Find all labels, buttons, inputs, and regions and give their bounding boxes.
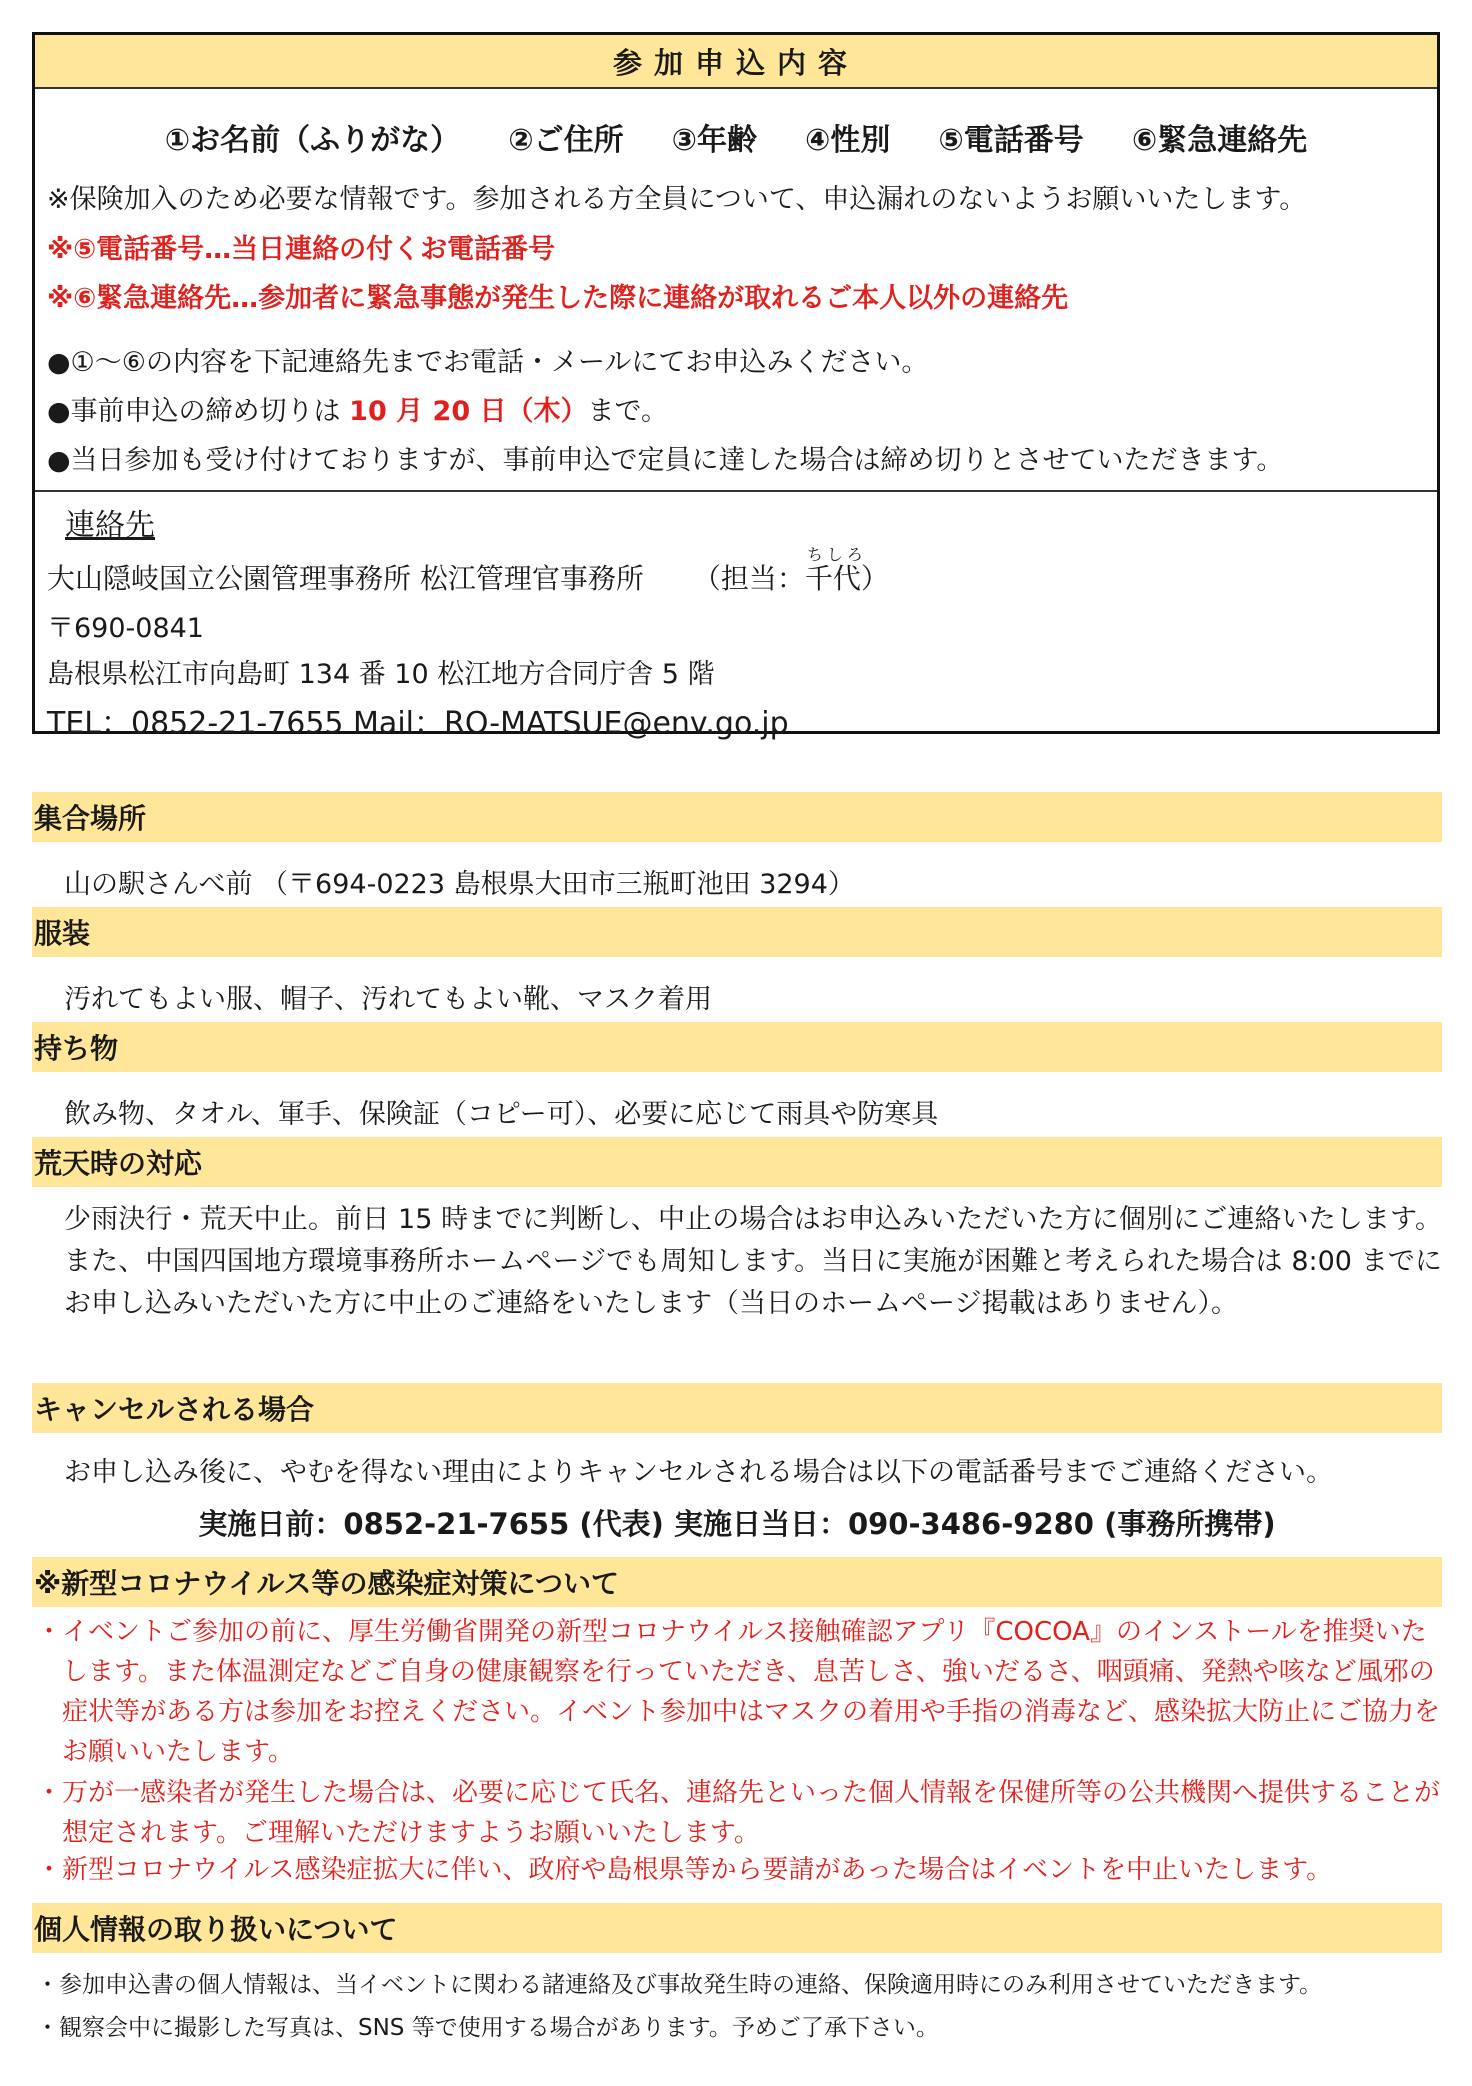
bullet-apply: ●①～⑥の内容を下記連絡先までお電話・メールにてお申込みください。 xyxy=(47,347,929,378)
deadline-prefix: ●事前申込の締め切りは xyxy=(47,396,350,427)
section-cancel: キャンセルされる場合 xyxy=(32,1383,1442,1433)
bad-weather-text: 少雨決行・荒天中止。前日 15 時までに判断し、中止の場合はお申込みいただいた方に個別にご連絡いたします。また、中国四国地方環境事務所ホームページでも周知します。当日に実施が困難と考えられた場合は 8:00 までにお申し込みいただいた方に中止のご連絡をいたします（当日のホームページ掲載はありません）。 xyxy=(64,1204,1443,1319)
section-clothing: 服装 xyxy=(32,907,1442,957)
item-gender: ④性別 xyxy=(805,123,891,158)
item-age: ③年齢 xyxy=(671,123,757,158)
item-emergency: ⑥緊急連絡先 xyxy=(1131,123,1308,158)
section-covid: ※新型コロナウイルス等の感染症対策について xyxy=(32,1557,1442,1607)
item-address: ②ご住所 xyxy=(508,123,624,158)
required-items xyxy=(35,115,1437,159)
covid-item-1: ・イベントご参加の前に、厚生労働省開発の新型コロナウイルス接触確認アプリ『COCOA』のインストールを推奨いたします。また体温測定などご自身の健康観察を行っていただき、息苦しさ、強いだるさ、咽頭痛、発熱や咳など風邪の症状等がある方は参加をお控えください。イベント参加中はマスクの着用や手指の消毒など、感染拡大防止にご協力をお願いいたします。 xyxy=(36,1617,1441,1767)
item-phone: ⑤電話番号 xyxy=(938,123,1084,158)
meeting-place-text: 山の駅さんべ前 （〒694-0223 島根県大田市三瓶町池田 3294） xyxy=(64,869,855,900)
section-meeting-place: 集合場所 xyxy=(32,792,1442,842)
person-prefix: （担当： xyxy=(692,562,805,595)
person-ruby: ちしろ xyxy=(806,545,867,564)
person-name-text: 千代 xyxy=(804,562,861,595)
cancel-text: お申し込み後に、やむを得ない理由によりキャンセルされる場合は以下の電話番号までご連絡ください。 xyxy=(64,1457,1333,1488)
belongings-text: 飲み物、タオル、軍手、保険証（コピー可）、必要に応じて雨具や防寒具 xyxy=(64,1099,939,1130)
covid-item-3: ・新型コロナウイルス感染症拡大に伴い、政府や島根県等から要請があった場合はイベントを中止いたします。 xyxy=(36,1855,1333,1885)
deadline-date: 10 月 20 日（木） xyxy=(349,396,588,427)
contact-heading: 連絡先 xyxy=(65,508,155,543)
clothing-text: 汚れてもよい服、帽子、汚れてもよい靴、マスク着用 xyxy=(64,984,712,1015)
application-title: 参加申込内容 xyxy=(35,35,1437,89)
section-belongings: 持ち物 xyxy=(32,1022,1442,1072)
covid-item-2: ・万が一感染者が発生した場合は、必要に応じて氏名、連絡先といった個人情報を保健所等の公共機関へ提供することが想定されます。ご理解いただけますようお願いいたします。 xyxy=(36,1778,1441,1848)
office-name: 大山隠岐国立公園管理事務所 松江管理官事務所 xyxy=(47,562,644,595)
emergency-note: ※⑥緊急連絡先…参加者に緊急事態が発生した際に連絡が取れるご本人以外の連絡先 xyxy=(47,283,1069,314)
insurance-note: ※保険加入のため必要な情報です。参加される方全員について、申込漏れのないようお願いいたします。 xyxy=(47,184,1307,215)
section-privacy: 個人情報の取り扱いについて xyxy=(32,1903,1442,1953)
cancel-phones: 実施日前：0852-21-7655 (代表) 実施日当日：090-3486-9280 (事務所携帯) xyxy=(198,1507,1276,1541)
phone-note: ※⑤電話番号…当日連絡の付くお電話番号 xyxy=(47,234,556,265)
person-suffix: ） xyxy=(860,562,889,595)
privacy-item-2: ・観察会中に撮影した写真は、SNS 等で使用する場合があります。予めご了承下さい。 xyxy=(36,2015,939,2041)
contact-divider xyxy=(35,490,1437,492)
item-name: ①お名前（ふりがな） xyxy=(164,123,461,158)
contact-tel-mail: TEL：0852-21-7655 Mail：RO-MATSUE@env.go.jp xyxy=(47,706,789,741)
bullet-same-day: ●当日参加も受け付けておりますが、事前申込で定員に達した場合は締め切りとさせていただきます。 xyxy=(47,445,1284,476)
contact-office xyxy=(47,545,889,597)
deadline-suffix: まで。 xyxy=(587,396,668,427)
section-bad-weather: 荒天時の対応 xyxy=(32,1137,1442,1187)
contact-postal: 〒690-0841 xyxy=(47,613,204,644)
privacy-item-1: ・参加申込書の個人情報は、当イベントに関わる諸連絡及び事故発生時の連絡、保険適用時にのみ利用させていただきます。 xyxy=(36,1972,1323,1998)
application-box xyxy=(32,32,1440,741)
person-name xyxy=(804,545,867,595)
contact-address: 島根県松江市向島町 134 番 10 松江地方合同庁舎 5 階 xyxy=(47,659,715,690)
bullet-deadline xyxy=(47,389,668,428)
